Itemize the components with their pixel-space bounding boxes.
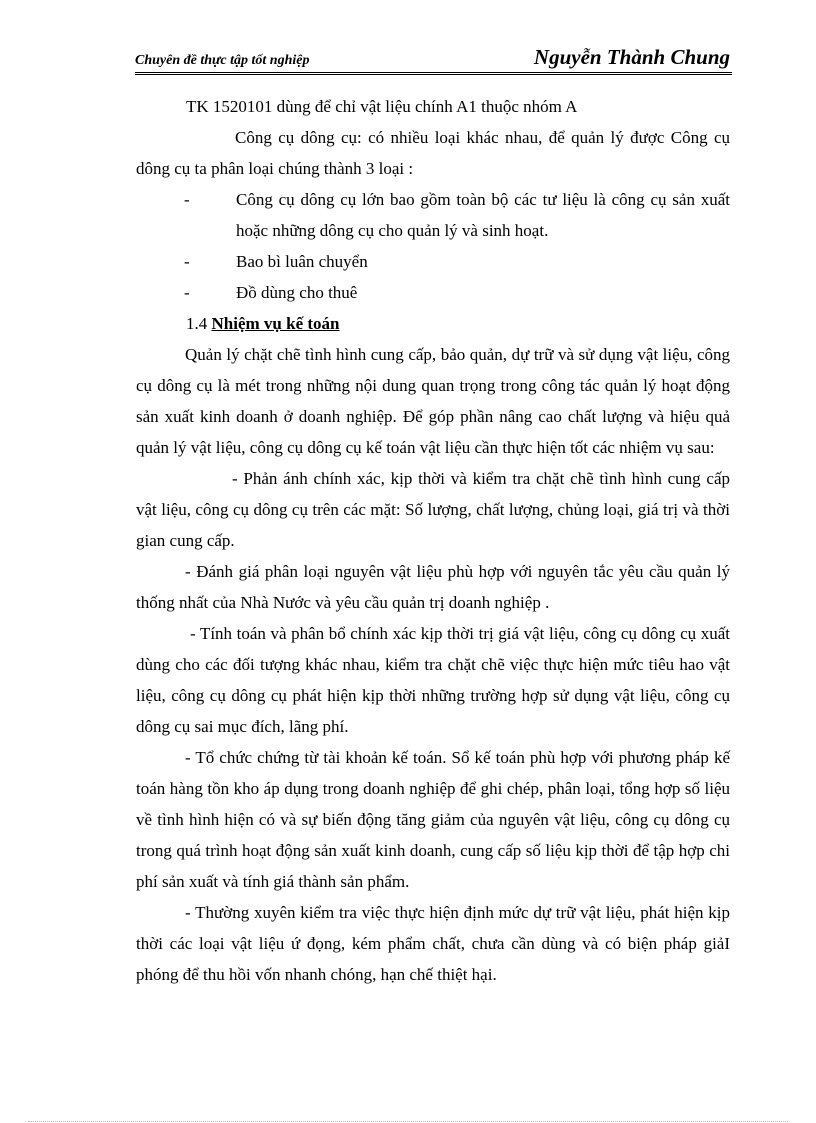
- header-document-title: Chuyên đề thực tập tốt nghiệp: [135, 53, 310, 68]
- list-item-text: Công cụ dông cụ lớn bao gồm toàn bộ các tư liệu là công cụ sản xuất hoặc những dông cụ cho quản lý và sinh hoạt.: [236, 190, 730, 240]
- paragraph-account-note: TK 1520101 dùng để chỉ vật liệu chính A1 thuộc nhóm A: [186, 97, 578, 116]
- document-body: [136, 91, 730, 990]
- section-title: Nhiệm vụ kế toán: [211, 314, 340, 333]
- bullet-dash: -: [184, 252, 190, 271]
- paragraph-duty-calculate: - Tính toán và phân bổ chính xác kịp thời trị giá vật liệu, công cụ dông cụ xuất dùng cho các đối tượng khác nhau, kiểm tra chặt chẽ việc thực hiện mức tiêu hao vật liệu, công cụ dông cụ phát hiện kịp thời những trường hợp sử dụng vật liệu, công cụ dông cụ sai mục đích, lãng phí.: [136, 624, 730, 736]
- bullet-dash: -: [184, 283, 190, 302]
- paragraph-duty-inspect: - Thường xuyên kiểm tra việc thực hiện định mức dự trữ vật liệu, phát hiện kịp thời các loại vật liệu ứ đọng, kém phẩm chất, chưa cần dùng và có biện pháp giảI phóng để thu hồi vốn nhanh chóng, hạn chế thiệt hại.: [136, 903, 730, 984]
- paragraph-duty-organize: - Tổ chức chứng từ tài khoản kế toán. Sổ kế toán phù hợp với phương pháp kế toán hàng tồn kho áp dụng trong doanh nghiệp để ghi chép, phân loại, tổng hợp số liệu về tình hình hiện có và sự biến động tăng giảm của nguyên vật liệu, công cụ dông cụ trong quá trình hoạt động sản xuất kinh doanh, cung cấp số liệu kịp thời để tập hợp chi phí sản xuất và tính giá thành sản phẩm.: [136, 748, 730, 891]
- paragraph-duty-evaluate: - Đánh giá phân loại nguyên vật liệu phù hợp với nguyên tắc yêu cầu quản lý thống nhất của Nhà Nước và yêu cầu quản trị doanh nghiệp .: [136, 562, 730, 612]
- list-item: [136, 277, 730, 308]
- paragraph-tool-classification: Công cụ dông cụ: có nhiều loại khác nhau, để quản lý được Công cụ dông cụ ta phân loại chúng thành 3 loại :: [136, 128, 730, 178]
- paragraph-duty-reflect: - Phản ánh chính xác, kịp thời và kiểm tra chặt chẽ tình hình cung cấp vật liệu, công cụ dông cụ trên các mặt: Số lượng, chất lượng, chủng loại, giá trị và thời gian cung cấp.: [136, 469, 730, 550]
- page-bottom-divider: [28, 1121, 788, 1122]
- list-item-text: Đồ dùng cho thuê: [236, 283, 358, 302]
- list-item: [136, 246, 730, 277]
- list-item-text: Bao bì luân chuyển: [236, 252, 368, 271]
- bullet-dash: -: [184, 190, 190, 209]
- section-heading: [136, 308, 730, 339]
- header-author-name: Nguyễn Thành Chung: [533, 45, 730, 69]
- list-item: [136, 184, 730, 246]
- page-header: [135, 44, 732, 75]
- section-number: 1.4: [186, 314, 208, 333]
- paragraph-intro-duties: Quản lý chặt chẽ tình hình cung cấp, bảo quản, dự trữ và sử dụng vật liệu, công cụ dông cụ là mét trong những nội dung quan trọng trong công tác quản lý hoạt động sản xuất kinh doanh ở doanh nghiệp. Để góp phần nâng cao chất lượng và hiệu quả quản lý vật liệu, công cụ dông cụ kế toán vật liệu cần thực hiện tốt các nhiệm vụ sau:: [136, 345, 730, 457]
